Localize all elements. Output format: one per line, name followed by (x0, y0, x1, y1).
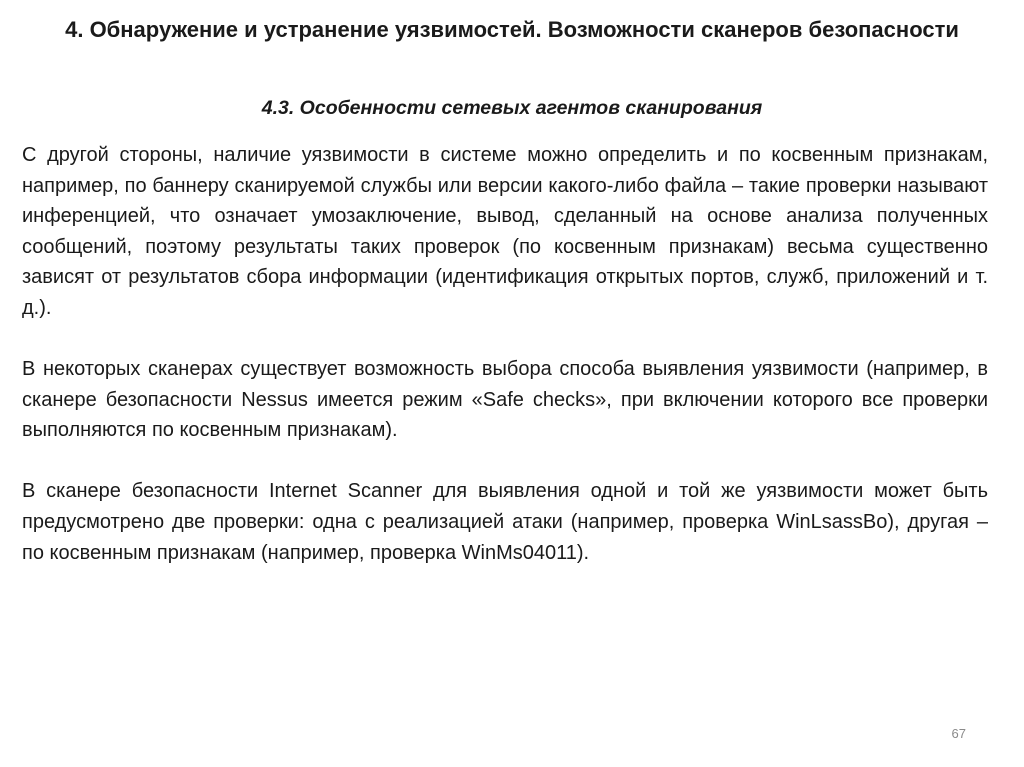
paragraph-internet-scanner: В сканере безопасности Internet Scanner для выявления одной и той же уязвимости может быть предусмотрено две проверки: одна с реализацией атаки (например, проверка WinLsassBo), другая – по косвенным признакам (например, проверка WinMs04011). (22, 480, 988, 564)
page-number: 67 (951, 726, 966, 741)
slide-subtitle: 4.3. Особенности сетевых агентов сканирования (261, 97, 763, 119)
paragraph-scan-method: В некоторых сканерах существует возможность выбора способа выявления уязвимости (например, в сканере безопасности Nessus имеется режим «Safe checks», при включении которого все проверки выполняются по косвенным признакам). (22, 358, 988, 442)
paragraph-indirect-signs: С другой стороны, наличие уязвимости в системе можно определить и по косвенным признакам, например, по баннеру сканируемой службы или версии какого-либо файла – такие проверки называют инференцией, что означает умозаключение, вывод, сделанный на основе анализа полученных сообщений, поэтому результаты таких проверок (по косвенным признакам) весьма существенно зависят от результатов сбора информации (идентификация открытых портов, служб, приложений и т. д.). (22, 144, 988, 319)
slide-title: 4. Обнаружение и устранение уязвимостей. Возможности сканеров безопасности (65, 17, 959, 42)
slide-body (22, 140, 988, 568)
